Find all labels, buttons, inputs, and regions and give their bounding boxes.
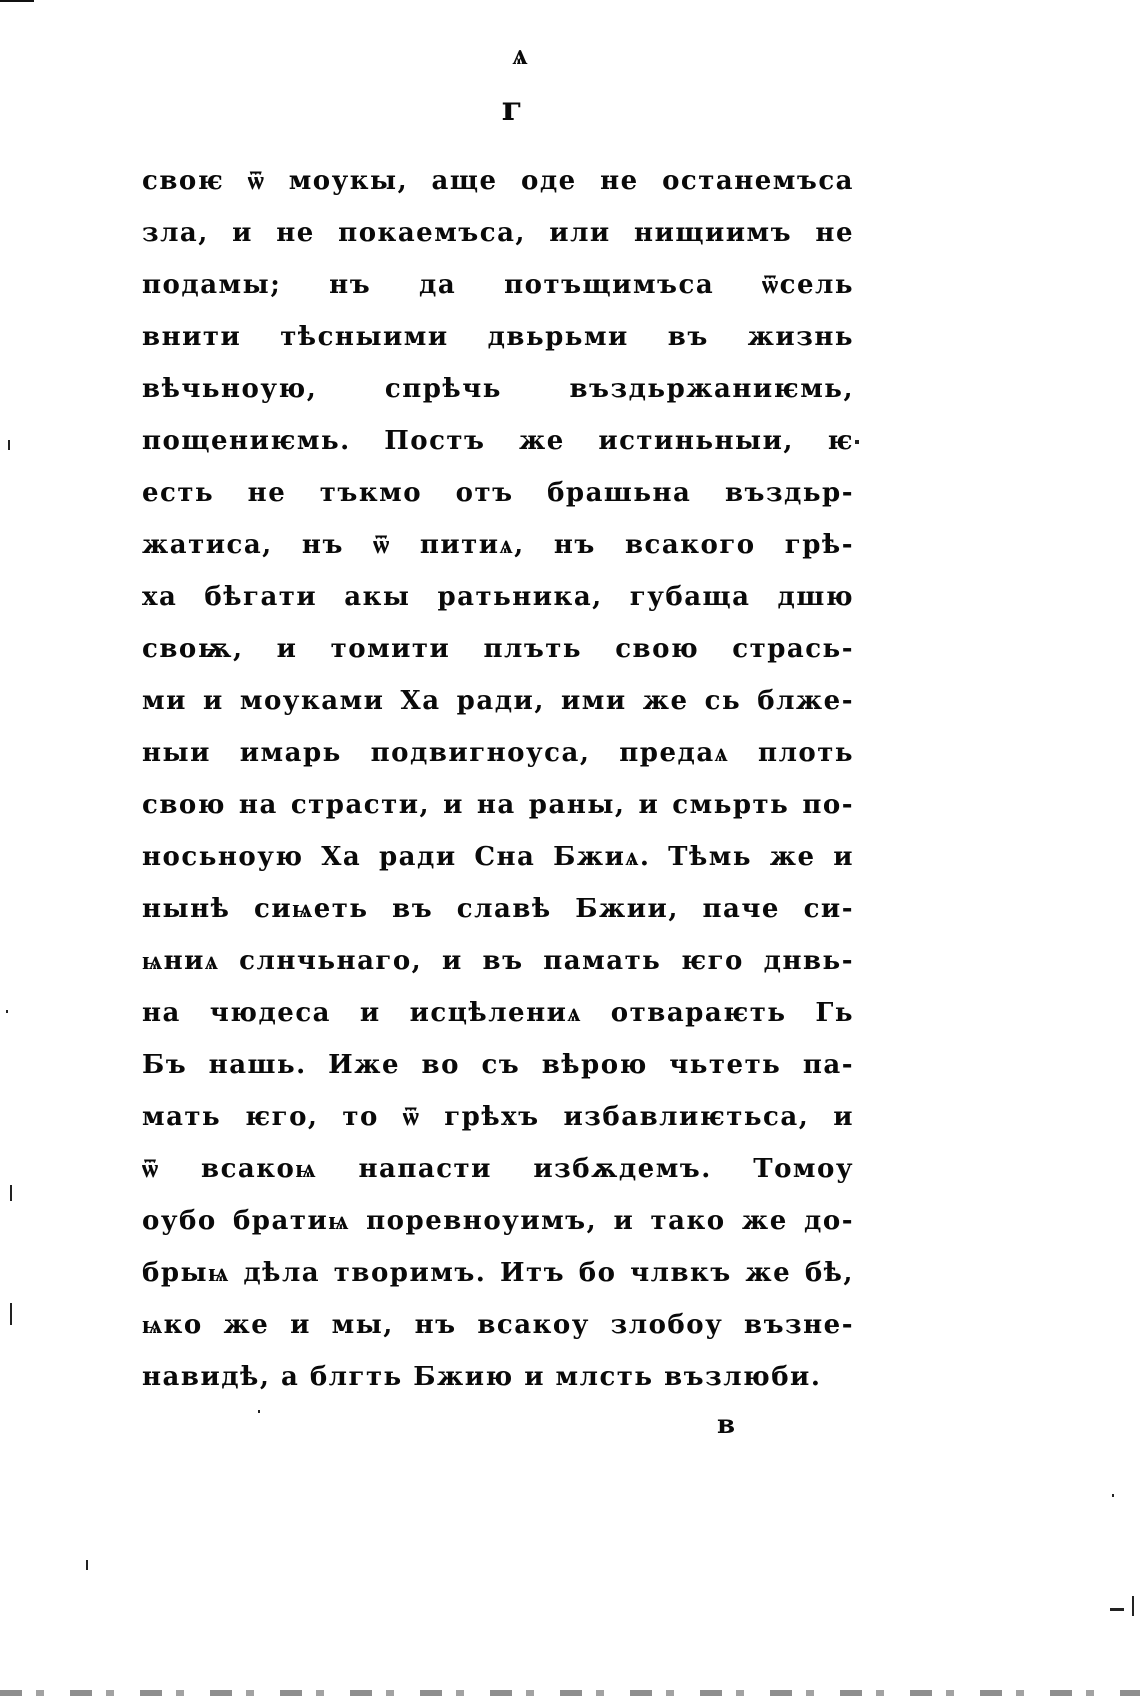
folio-mark: ѧ <box>512 37 528 72</box>
text-line: ѿ всакоѩ напасти избѫдемъ. Томоу <box>142 1154 854 1184</box>
text-line: вѣчьноую, спрѣчь въздьржаниѥмь, <box>142 374 854 404</box>
scan-speck <box>8 440 10 450</box>
text-line: ныи имарь подвигноуса, предаѧ плоть <box>142 738 854 768</box>
text-line: Бъ нашь. Иже во съ вѣрою чьтеть па- <box>142 1050 854 1080</box>
text-line: своѥ ѿ моукы, аще оде не останемъса <box>142 166 854 196</box>
text-line: ѩниѧ слнчьнаго, и въ памать ѥго днвь- <box>142 946 854 976</box>
text-line: на чюдеса и исцѣлениѧ отвараѥть Гь <box>142 998 854 1028</box>
scan-speck <box>258 1410 260 1413</box>
page-number: г <box>501 89 523 129</box>
text-line: внити тѣсныими двьрьми въ жизнь <box>142 322 854 352</box>
text-line: зла, и не покаемъса, или нищиимъ не <box>142 218 854 248</box>
scan-edge-noise <box>0 1690 1140 1696</box>
text-line: нынѣ сиѩеть въ славѣ Бжии, паче си- <box>142 894 854 924</box>
text-line: носьноую Ха ради Сна Бжиѧ. Тѣмь же и <box>142 842 854 872</box>
text-line: пощениѥмь. Постъ же истиньныи, ѥ <box>142 426 854 456</box>
scan-speck <box>1112 1494 1114 1497</box>
text-line: есть не тъкмо отъ брашьна въздьр- <box>142 478 854 508</box>
text-line: ха бѣгати акы ратьника, губаща дшю <box>142 582 854 612</box>
scan-speck <box>86 1560 88 1570</box>
text-line: своѭ, и томити плъть свою стрась- <box>142 634 854 664</box>
text-line: ѩко же и мы, нъ всакоу злобоу възне- <box>142 1310 854 1340</box>
scan-speck <box>1132 1596 1134 1616</box>
text-line: ми и моуками Ха ради, ими же сь блже- <box>142 686 854 716</box>
body-text <box>142 155 854 1403</box>
text-line: оубо братиѩ поревноуимъ, и тако же до- <box>142 1206 854 1236</box>
text-line: мать ѥго, то ѿ грѣхъ избавлиѥтьса, и <box>142 1102 854 1132</box>
text-line: жатиса, нъ ѿ питиѧ, нъ всакого грѣ- <box>142 530 854 560</box>
text-line: навидѣ, а блгть Бжию и млсть възлюби. <box>142 1362 822 1392</box>
scan-speck <box>10 1185 12 1201</box>
scan-speck <box>6 1010 8 1013</box>
catchword: в <box>716 1410 736 1440</box>
text-line: подамы; нъ да потъщимъса ѿсель <box>142 270 854 300</box>
scan-speck <box>1110 1608 1124 1611</box>
top-left-rule <box>0 0 34 2</box>
text-line: свою на страсти, и на раны, и смьрть по- <box>142 790 854 820</box>
scan-speck <box>10 1303 12 1325</box>
text-line: брыѩ дѣла творимъ. Итъ бо члвкъ же бѣ, <box>142 1258 854 1288</box>
scan-speck <box>855 440 859 444</box>
